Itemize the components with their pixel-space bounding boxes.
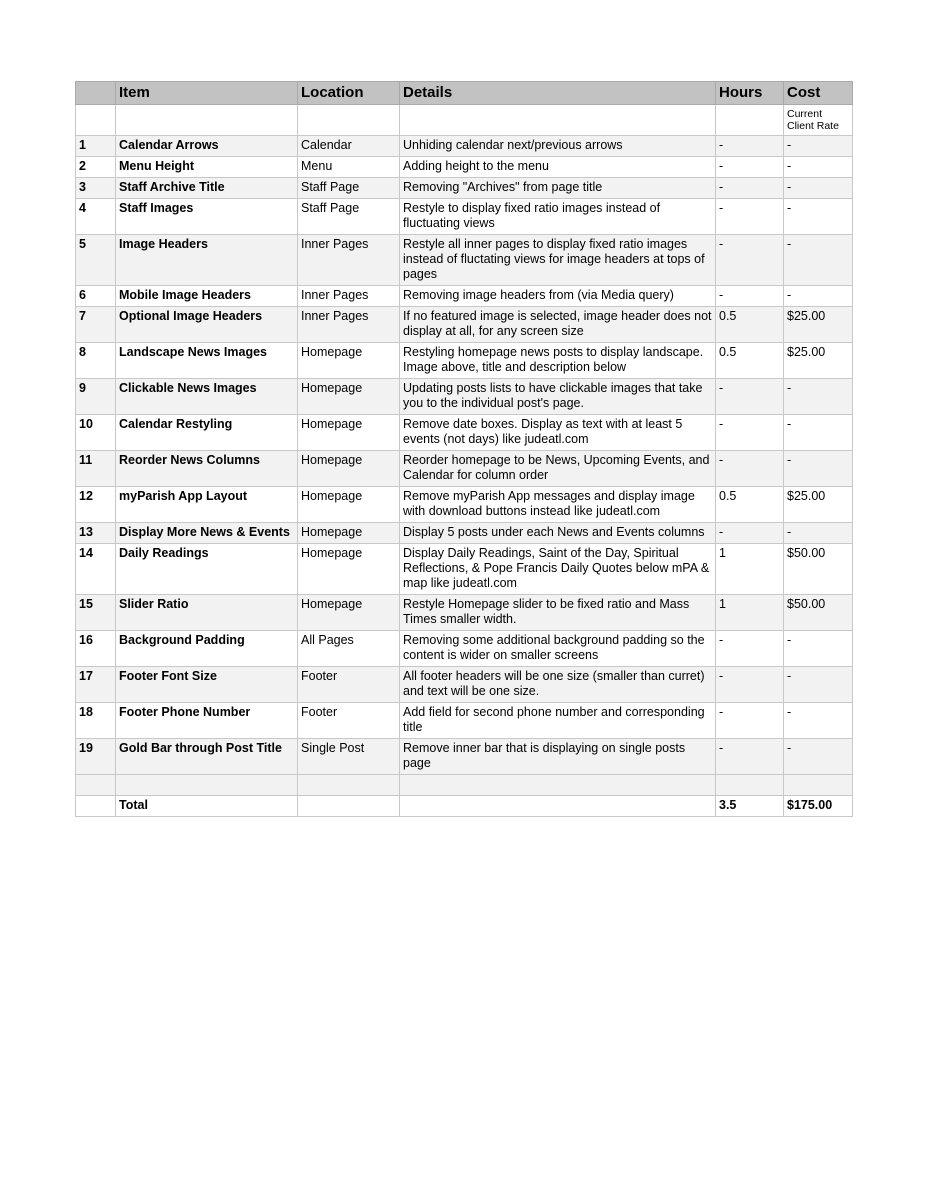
row-item: Image Headers [116,235,298,286]
row-location: Footer [298,703,400,739]
row-details: All footer headers will be one size (smaller than curret) and text will be one size. [400,667,716,703]
total-label: Total [116,796,298,817]
total-hours: 3.5 [716,796,784,817]
row-hours: - [716,667,784,703]
row-number: 15 [76,595,116,631]
row-item: Landscape News Images [116,343,298,379]
row-item: Daily Readings [116,544,298,595]
row-location: Inner Pages [298,235,400,286]
row-details: Restyling homepage news posts to display landscape. Image above, title and description below [400,343,716,379]
row-details: Adding height to the menu [400,157,716,178]
row-cost: - [784,415,853,451]
table-row [76,703,853,739]
row-details: Remove inner bar that is displaying on single posts page [400,739,716,775]
row-details: Removing some additional background padding so the content is wider on smaller screens [400,631,716,667]
row-number: 6 [76,286,116,307]
row-item: Calendar Arrows [116,136,298,157]
row-cost: - [784,379,853,415]
col-header-num [76,82,116,105]
row-details: Remove date boxes. Display as text with at least 5 events (not days) like judeatl.com [400,415,716,451]
row-cost: - [784,667,853,703]
row-number: 11 [76,451,116,487]
row-number: 7 [76,307,116,343]
row-cost: $25.00 [784,487,853,523]
row-number: 3 [76,178,116,199]
col-header-hours: Hours [716,82,784,105]
row-details: Restyle to display fixed ratio images instead of fluctuating views [400,199,716,235]
row-details: Display 5 posts under each News and Events columns [400,523,716,544]
table-row [76,307,853,343]
col-header-details: Details [400,82,716,105]
row-number: 18 [76,703,116,739]
row-number: 9 [76,379,116,415]
row-location: Single Post [298,739,400,775]
blank-row [76,775,853,796]
col-header-location: Location [298,82,400,105]
row-hours: 0.5 [716,343,784,379]
row-number: 19 [76,739,116,775]
table-row [76,415,853,451]
row-location: Menu [298,157,400,178]
row-item: Staff Images [116,199,298,235]
row-cost: $25.00 [784,307,853,343]
table-row [76,739,853,775]
row-location: Homepage [298,487,400,523]
col-header-item: Item [116,82,298,105]
row-item: Background Padding [116,631,298,667]
table-row [76,451,853,487]
row-details: Remove myParish App messages and display image with download buttons instead like judeatl.com [400,487,716,523]
row-item: Footer Font Size [116,667,298,703]
row-hours: - [716,379,784,415]
row-number: 8 [76,343,116,379]
row-location: Homepage [298,415,400,451]
table-row [76,631,853,667]
row-item: Clickable News Images [116,379,298,415]
row-hours: 1 [716,544,784,595]
row-details: Add field for second phone number and corresponding title [400,703,716,739]
cost-rate-note: Current Client Rate [784,105,853,136]
row-number: 17 [76,667,116,703]
row-details: Restyle Homepage slider to be fixed ratio and Mass Times smaller width. [400,595,716,631]
row-hours: - [716,523,784,544]
row-cost: - [784,523,853,544]
row-cost: - [784,703,853,739]
row-hours: - [716,631,784,667]
row-item: Optional Image Headers [116,307,298,343]
table-row [76,286,853,307]
row-hours: - [716,157,784,178]
row-details: Updating posts lists to have clickable images that take you to the individual post's page. [400,379,716,415]
row-hours: - [716,415,784,451]
row-hours: - [716,136,784,157]
row-location: Homepage [298,523,400,544]
row-details: Unhiding calendar next/previous arrows [400,136,716,157]
row-location: Homepage [298,343,400,379]
row-details: Restyle all inner pages to display fixed ratio images instead of fluctating views for image headers at tops of pages [400,235,716,286]
row-location: Staff Page [298,199,400,235]
table-row [76,523,853,544]
row-location: Homepage [298,451,400,487]
row-item: Display More News & Events [116,523,298,544]
row-number: 4 [76,199,116,235]
row-cost: - [784,451,853,487]
col-header-cost: Cost [784,82,853,105]
row-item: Gold Bar through Post Title [116,739,298,775]
row-cost: - [784,235,853,286]
table-row [76,379,853,415]
table-row [76,178,853,199]
row-cost: - [784,286,853,307]
table-row [76,343,853,379]
row-location: Homepage [298,379,400,415]
total-cost: $175.00 [784,796,853,817]
row-item: Slider Ratio [116,595,298,631]
row-hours: - [716,703,784,739]
row-number: 5 [76,235,116,286]
row-cost: - [784,157,853,178]
row-location: Calendar [298,136,400,157]
row-location: Inner Pages [298,307,400,343]
total-empty [76,796,116,817]
row-item: Mobile Image Headers [116,286,298,307]
row-item: Reorder News Columns [116,451,298,487]
table-row [76,667,853,703]
row-location: Homepage [298,595,400,631]
row-location: Inner Pages [298,286,400,307]
row-hours: - [716,199,784,235]
estimate-table [75,81,853,817]
total-empty [298,796,400,817]
row-details: Removing "Archives" from page title [400,178,716,199]
table-row [76,136,853,157]
row-hours: - [716,451,784,487]
row-location: All Pages [298,631,400,667]
row-details: Reorder homepage to be News, Upcoming Events, and Calendar for column order [400,451,716,487]
row-location: Staff Page [298,178,400,199]
row-details: Removing image headers from (via Media query) [400,286,716,307]
row-hours: 0.5 [716,307,784,343]
row-number: 14 [76,544,116,595]
row-hours: - [716,178,784,199]
row-hours: 0.5 [716,487,784,523]
row-location: Homepage [298,544,400,595]
row-cost: - [784,631,853,667]
header-row [76,82,853,105]
row-number: 10 [76,415,116,451]
row-cost: - [784,136,853,157]
row-details: Display Daily Readings, Saint of the Day, Spiritual Reflections, & Pope Francis Daily Quotes below mPA & map like judeatl.com [400,544,716,595]
row-item: myParish App Layout [116,487,298,523]
table-row [76,595,853,631]
table-row [76,487,853,523]
row-hours: 1 [716,595,784,631]
table-row [76,544,853,595]
row-cost: $25.00 [784,343,853,379]
row-number: 1 [76,136,116,157]
row-item: Menu Height [116,157,298,178]
row-cost: - [784,199,853,235]
table-row [76,235,853,286]
row-number: 12 [76,487,116,523]
row-cost: $50.00 [784,544,853,595]
row-hours: - [716,235,784,286]
row-number: 13 [76,523,116,544]
row-hours: - [716,739,784,775]
total-row [76,796,853,817]
row-item: Footer Phone Number [116,703,298,739]
total-empty [400,796,716,817]
row-details: If no featured image is selected, image header does not display at all, for any screen size [400,307,716,343]
row-hours: - [716,286,784,307]
row-number: 16 [76,631,116,667]
table-row [76,199,853,235]
row-cost: - [784,739,853,775]
row-item: Staff Archive Title [116,178,298,199]
table-row [76,157,853,178]
row-number: 2 [76,157,116,178]
row-cost: $50.00 [784,595,853,631]
row-location: Footer [298,667,400,703]
row-item: Calendar Restyling [116,415,298,451]
rate-note-row [76,105,853,136]
row-cost: - [784,178,853,199]
